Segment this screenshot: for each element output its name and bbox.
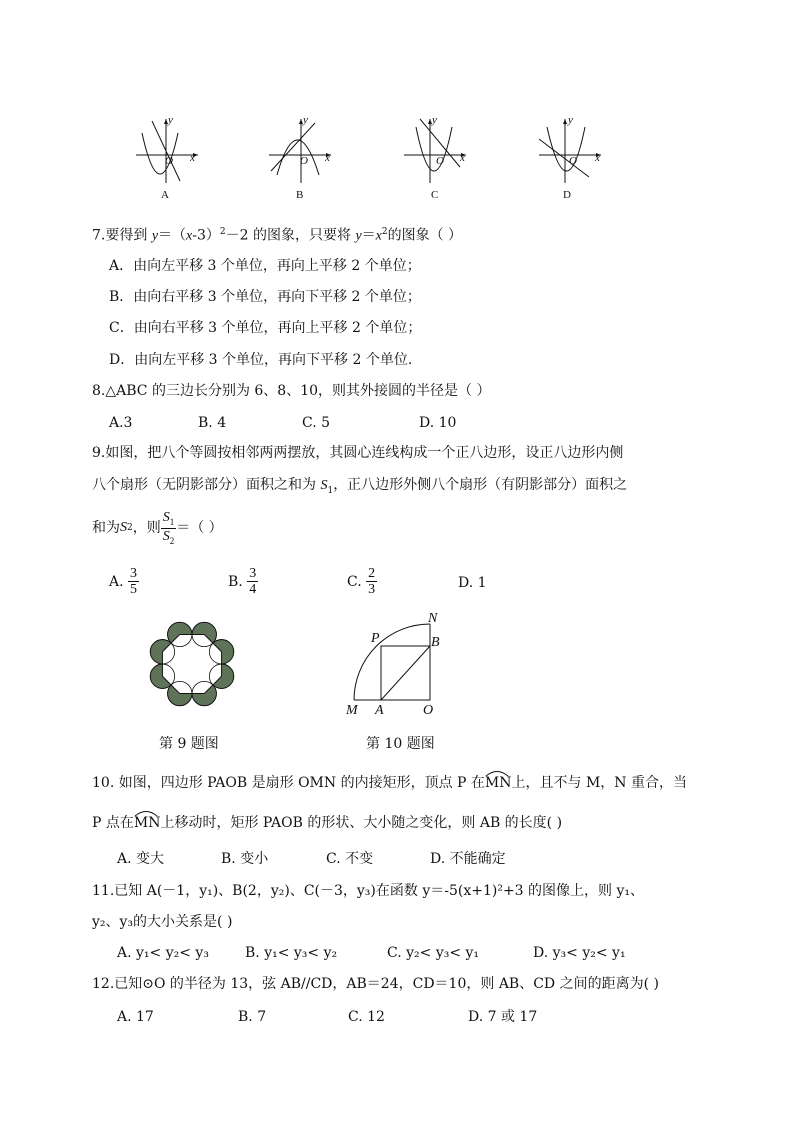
- q7-stem: [92, 228, 462, 244]
- q9-line1: 9.如图，把八个等圆按相邻两两摆放，其圆心连线构成一个正八边形，设正八边形内侧: [92, 445, 624, 461]
- q7-func1-x: x: [186, 228, 193, 244]
- arc-mark-icon: [485, 770, 509, 776]
- q10-line1: [92, 776, 687, 790]
- graph-a-y-label: y: [168, 114, 173, 126]
- q12-option-d: D. 7 或 17: [468, 1009, 538, 1025]
- graph-d-y-label: y: [568, 114, 573, 126]
- q9-line3-a: 和为: [92, 520, 120, 537]
- q10-option-b: B. 变小: [221, 851, 269, 867]
- q9-option-c-num: 2: [368, 566, 376, 581]
- q10-line2-b: 上移动时，矩形 PAOB 的形状、大小随之变化，则 AB 的长度( ): [160, 815, 563, 831]
- q9-option-c: [347, 566, 377, 598]
- q9-option-b-fraction: [247, 566, 258, 598]
- q7-option-c: C．由向右平移 3 个单位，再向上平移 2 个单位；: [109, 320, 422, 336]
- q11-line2: y₂、y₃的大小关系是( ): [92, 914, 233, 930]
- q7-option-b: B．由向右平移 3 个单位，再向下平移 2 个单位；: [109, 289, 421, 305]
- graph-c-origin-label: O: [436, 155, 444, 167]
- q9-option-d: D. 1: [458, 575, 487, 591]
- q12-option-a: A. 17: [117, 1009, 154, 1025]
- q9-line3: [92, 510, 223, 546]
- q9-line2-b: ，正八边形外侧八个扇形（有阴影部分）面积之: [333, 477, 628, 493]
- graph-d-origin-label: O: [569, 155, 577, 167]
- fig10-label-o: O: [423, 703, 434, 718]
- q11-option-c: C. y₂< y₃< y₁: [387, 945, 480, 961]
- q9-option-b-den: 4: [249, 582, 257, 598]
- graph-a-x-label: x: [190, 152, 195, 164]
- q9-option-c-den: 3: [368, 582, 376, 598]
- q9-option-a-fraction: [128, 566, 139, 598]
- q8-option-c: C. 5: [302, 415, 331, 431]
- q10-arc1-text: MN: [484, 775, 512, 791]
- q11-line1: 11.已知 A(－1，y₁)、B(2，y₂)、C(－3，y₃)在函数 y＝-5(x+1)²+3 的图像上，则 y₁、: [92, 883, 645, 899]
- q9-line2-a: 八个扇形（无阴影部分）面积之和为: [92, 477, 321, 493]
- q12-stem: 12.已知⊙O 的半径为 13，弦 AB//CD，AB＝24，CD＝10，则 AB、CD 之间的距离为( ): [92, 976, 659, 992]
- q9-s2-sub: 2: [127, 522, 133, 533]
- fig10-label-a: A: [375, 703, 384, 718]
- q9-frac-den: S: [162, 528, 170, 544]
- q7-prefix: 7.要得到: [92, 227, 152, 244]
- graph-a-option-label: A: [161, 189, 169, 201]
- fig10-label-n: N: [428, 611, 438, 626]
- fig10-label-p: P: [371, 631, 380, 646]
- q9-option-c-letter: C.: [347, 573, 362, 590]
- q9-line2: [92, 478, 627, 496]
- q7-func2-x: x: [375, 228, 382, 244]
- q9-option-b-letter: B.: [228, 573, 243, 590]
- graph-c-option-label: C: [431, 189, 439, 201]
- q11-option-d: D. y₃< y₂< y₁: [533, 945, 626, 961]
- q9-option-a-letter: A.: [109, 573, 124, 590]
- q7-func1-eq: ＝（: [158, 227, 187, 244]
- q10-arc-mn-2: [134, 816, 161, 830]
- graph-a-svg: [130, 115, 200, 185]
- q9-option-a-num: 3: [130, 566, 138, 581]
- q10-line1-a: 10. 如图，四边形 PAOB 是扇形 OMN 的内接矩形，顶点 P 在: [92, 775, 485, 791]
- figure-9-caption: 第 9 题图: [159, 736, 219, 752]
- q9-frac-num: S: [162, 510, 170, 525]
- q12-option-b: B. 7: [238, 1009, 267, 1025]
- q12-option-c: C. 12: [348, 1009, 385, 1025]
- q9-option-a-den: 5: [130, 582, 138, 598]
- q9-option-b: [228, 566, 258, 598]
- graph-c-y-label: y: [432, 114, 437, 126]
- graph-d-option-label: D: [563, 189, 571, 201]
- graph-d-x-label: x: [595, 152, 600, 164]
- graph-b-origin-label: O: [300, 155, 308, 167]
- q7-option-a: A．由向左平移 3 个单位，再向上平移 2 个单位；: [109, 258, 421, 274]
- q9-option-c-fraction: [366, 566, 377, 598]
- q10-arc2-text: MN: [133, 815, 161, 831]
- q9-option-b-num: 3: [249, 566, 257, 581]
- q11-option-b: B. y₁< y₃< y₂: [245, 945, 338, 961]
- figure-10-diagram: [342, 612, 452, 722]
- q10-line2-a: P 点在: [92, 815, 134, 831]
- q9-frac-den-sub: 2: [169, 535, 175, 546]
- q9-option-a: [109, 566, 139, 598]
- q7-func1-y: y: [151, 228, 159, 244]
- graph-c-x-label: x: [460, 152, 465, 164]
- q10-option-d: D. 不能确定: [430, 851, 506, 867]
- graph-b-x-label: x: [325, 152, 330, 164]
- graph-a-origin-label: O: [165, 155, 173, 167]
- q7-func1-exp: 2: [219, 227, 226, 237]
- q8-option-b: B. 4: [198, 415, 227, 431]
- q8-option-a: A.3: [109, 415, 133, 431]
- q7-func1-tail: －2 的图象，只要将: [225, 227, 356, 244]
- q10-option-a: A. 变大: [117, 851, 165, 867]
- q9-frac-num-sub: 1: [169, 516, 175, 527]
- q7-func2-eq: ＝: [361, 227, 376, 244]
- fig10-label-m: M: [346, 703, 358, 718]
- q9-s1-sub: 1: [327, 485, 334, 496]
- graph-b-y-label: y: [303, 114, 308, 126]
- q8-stem: 8.△ABC 的三边长分别为 6、8、10，则其外接圆的半径是（ ）: [92, 383, 491, 399]
- figure-10-caption: 第 10 题图: [366, 736, 435, 752]
- q7-option-d: D．由向左平移 3 个单位，再向下平移 2 个单位.: [109, 352, 413, 368]
- q7-suffix: 的图象（ ）: [387, 227, 463, 244]
- q10-arc-mn-1: [485, 776, 512, 790]
- q10-line1-b: 上，且不与 M，N 重合，当: [511, 775, 688, 791]
- q7-func2-exp: 2: [381, 227, 388, 237]
- figure-9-diagram: [146, 618, 238, 710]
- graph-b-svg: [265, 115, 335, 185]
- q9-ratio-fraction: [161, 510, 177, 546]
- arc-mark-icon: [134, 810, 158, 816]
- fig10-label-b: B: [431, 635, 440, 650]
- graph-b-option-label: B: [296, 189, 304, 201]
- q9-line3-c: ＝（ ）: [176, 520, 223, 537]
- q9-s1: S: [320, 478, 328, 493]
- q11-option-a: A. y₁< y₂< y₃: [117, 945, 209, 961]
- q10-line2: [92, 816, 562, 830]
- q9-s2: S: [120, 520, 127, 536]
- q9-line3-b: ，则: [132, 520, 161, 537]
- q7-func2-y: y: [355, 228, 362, 244]
- q7-func1-rest: -3）: [192, 227, 220, 244]
- q8-option-d: D. 10: [419, 415, 457, 431]
- q10-option-c: C. 不变: [326, 851, 374, 867]
